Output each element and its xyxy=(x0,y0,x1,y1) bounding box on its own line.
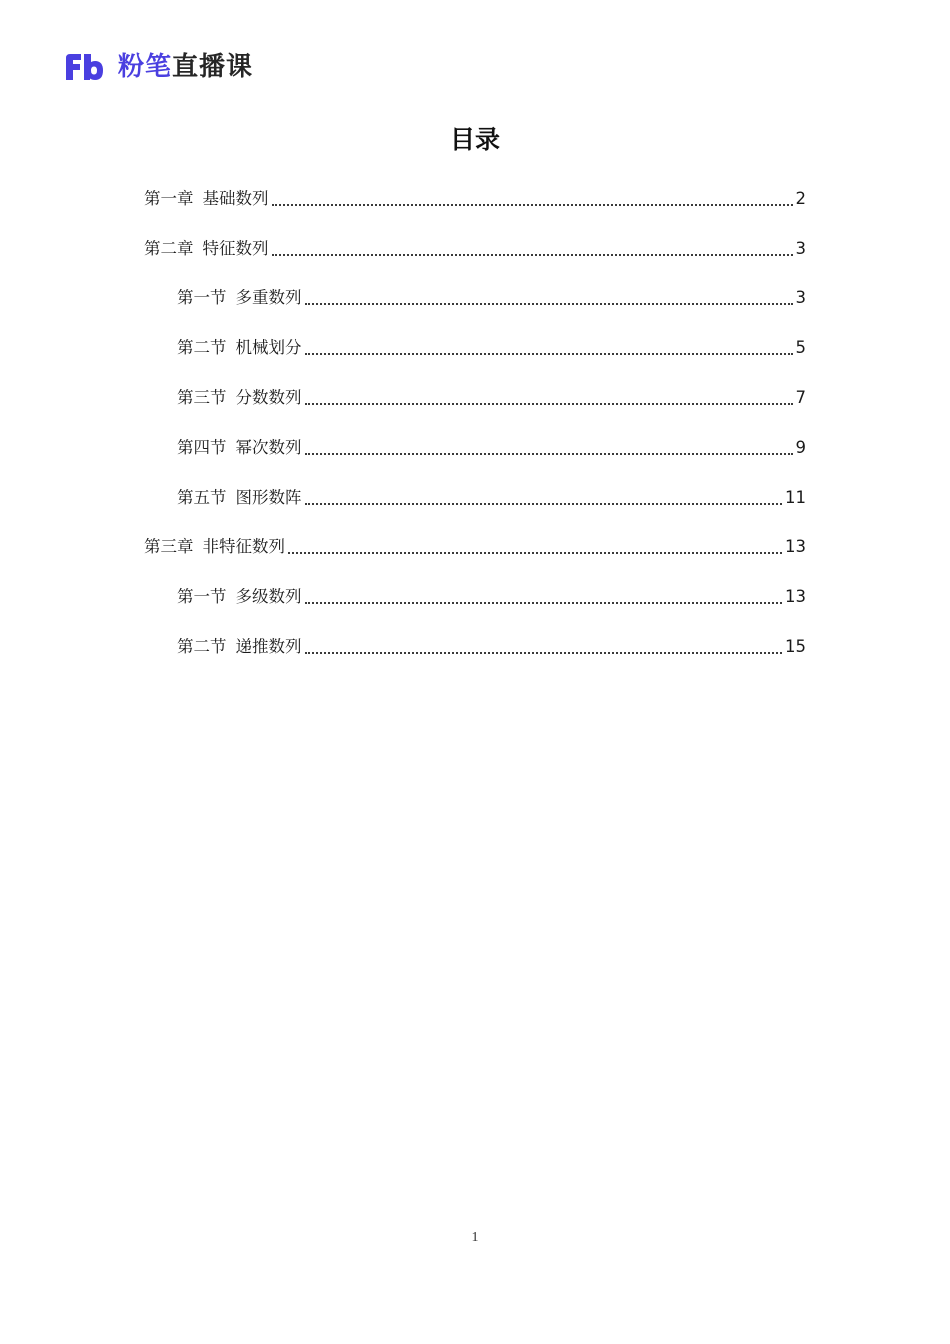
toc-entry-ch2-section-1[interactable] xyxy=(0,274,950,324)
toc-entry-label xyxy=(144,184,269,214)
toc-entry-page: 13 xyxy=(785,537,806,557)
dot-leader xyxy=(305,503,783,505)
toc-entry-number: 第五节 xyxy=(177,487,227,507)
toc-entry-number: 第四节 xyxy=(177,437,227,457)
toc-entry-label xyxy=(177,433,302,463)
toc-entry-label xyxy=(177,283,302,313)
toc-entry-label xyxy=(177,632,302,662)
toc-entry-label xyxy=(177,383,302,413)
toc-entry-number: 第一节 xyxy=(177,587,227,607)
toc-entry-page: 11 xyxy=(785,487,806,507)
toc-entry-chapter-1[interactable] xyxy=(0,174,950,224)
toc-entry-number: 第二节 xyxy=(177,338,227,358)
toc-entry-ch3-section-1[interactable] xyxy=(0,572,950,622)
logo-wordmark xyxy=(118,50,253,84)
toc-entry-page: 9 xyxy=(795,437,806,457)
dot-leader xyxy=(305,353,793,355)
dot-leader xyxy=(288,552,782,554)
dot-leader xyxy=(305,453,793,455)
dot-leader xyxy=(305,303,793,305)
toc-entry-number: 第二节 xyxy=(177,637,227,657)
toc-entry-number: 第二章 xyxy=(144,238,194,258)
brand-logo xyxy=(64,50,253,84)
toc-entry-title: 基础数列 xyxy=(202,188,269,208)
toc-entry-chapter-3[interactable] xyxy=(0,523,950,573)
logo-suffix-text: 直播课 xyxy=(172,52,254,82)
toc-entry-label xyxy=(144,234,269,264)
toc-entry-title: 机械划分 xyxy=(235,338,302,358)
toc-entry-ch2-section-2[interactable] xyxy=(0,323,950,373)
dot-leader xyxy=(272,204,793,206)
toc-entry-page: 15 xyxy=(785,637,806,657)
logo-brand-text: 粉笔 xyxy=(118,52,173,82)
toc-entry-title: 递推数列 xyxy=(235,637,302,657)
fenbi-logo-icon xyxy=(64,50,104,84)
toc-entry-title: 非特征数列 xyxy=(202,537,285,557)
toc-entry-title: 图形数阵 xyxy=(235,487,302,507)
toc-entry-label xyxy=(177,333,302,363)
toc-entry-label xyxy=(177,483,302,513)
page-number: 1 xyxy=(471,1230,479,1245)
toc-entry-page: 13 xyxy=(785,587,806,607)
toc-entry-chapter-2[interactable] xyxy=(0,224,950,274)
toc-entry-ch2-section-4[interactable] xyxy=(0,423,950,473)
toc-entry-page: 2 xyxy=(795,188,806,208)
toc-entry-number: 第三章 xyxy=(144,537,194,557)
toc-entry-page: 7 xyxy=(795,388,806,408)
dot-leader xyxy=(305,652,783,654)
toc-entry-title: 分数数列 xyxy=(235,388,302,408)
toc-entry-ch2-section-5[interactable] xyxy=(0,473,950,523)
dot-leader xyxy=(272,254,793,256)
toc-entry-title: 多级数列 xyxy=(235,587,302,607)
dot-leader xyxy=(305,602,783,604)
toc-entry-label xyxy=(144,532,285,562)
toc-entry-page: 3 xyxy=(795,238,806,258)
toc-entry-number: 第一章 xyxy=(144,188,194,208)
toc-entry-number: 第一节 xyxy=(177,288,227,308)
toc-entry-label xyxy=(177,582,302,612)
toc-entry-ch3-section-2[interactable] xyxy=(0,622,950,672)
toc-entry-title: 多重数列 xyxy=(235,288,302,308)
toc-entry-page: 5 xyxy=(795,338,806,358)
toc-entry-number: 第三节 xyxy=(177,388,227,408)
dot-leader xyxy=(305,403,793,405)
table-of-contents xyxy=(0,174,950,672)
toc-title: 目录 xyxy=(449,125,500,154)
toc-entry-title: 特征数列 xyxy=(202,238,269,258)
toc-entry-ch2-section-3[interactable] xyxy=(0,373,950,423)
toc-entry-title: 幂次数列 xyxy=(235,437,302,457)
toc-entry-page: 3 xyxy=(795,288,806,308)
